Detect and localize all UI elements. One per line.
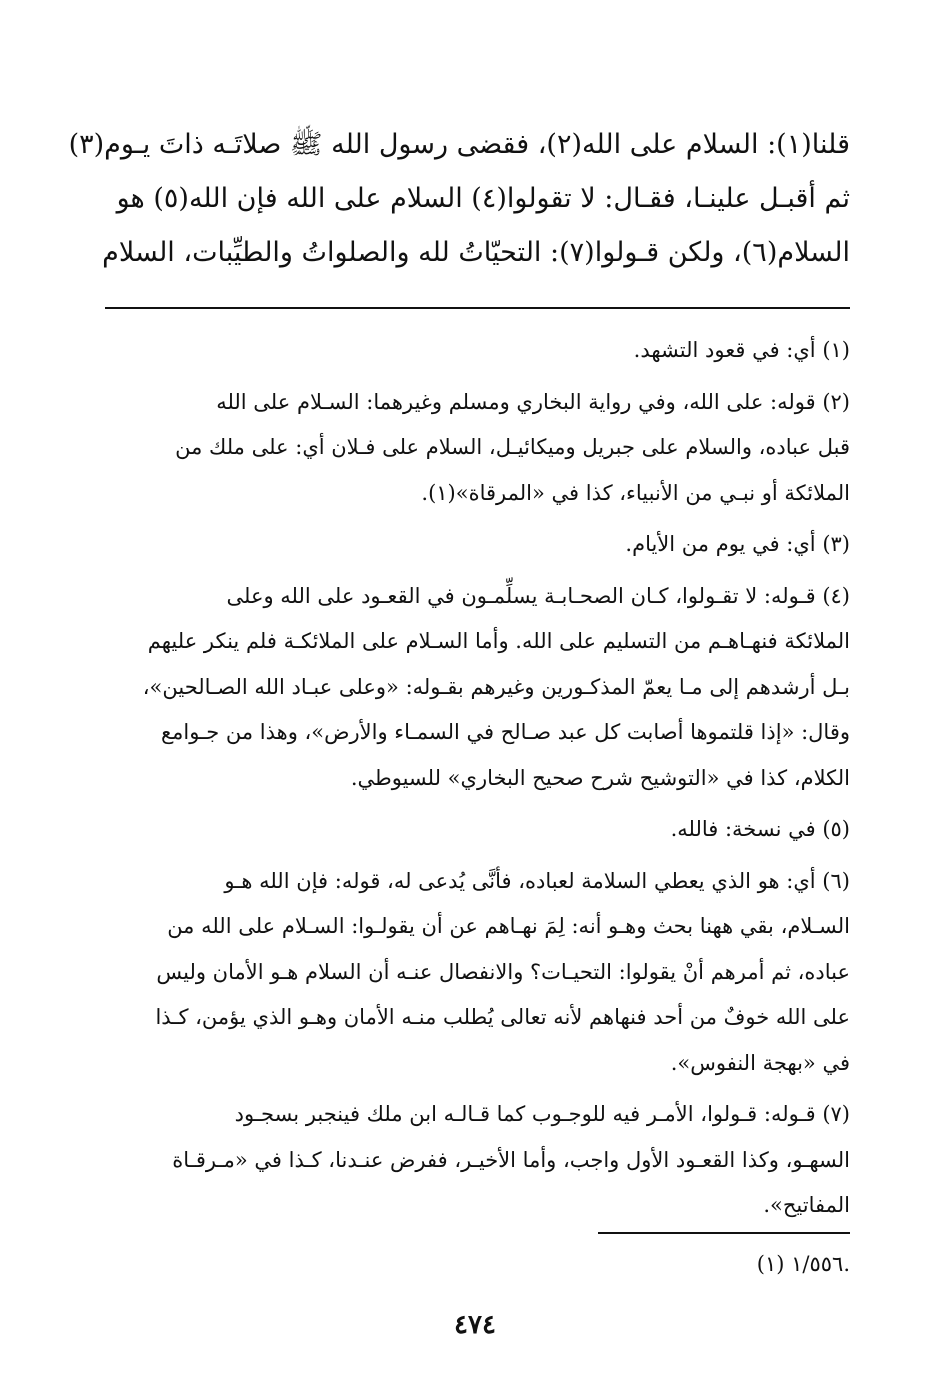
footnote-line: (٦) أي: هو الذي يعطي السلامة لعباده، فأنَّى يُدعى له، قوله: فإن الله هـو — [224, 868, 850, 893]
footnote-line: السـلام، بقي ههنا بحث وهـو أنه: لِمَ نهـاهم عن أن يقولـوا: السـلام على الله من — [167, 914, 850, 938]
footnote-4 — [105, 574, 850, 802]
main-text — [68, 118, 850, 280]
footnote-3 — [105, 522, 850, 568]
footnote-line: قبل عباده، والسلام على جبريل وميكائيـل، السلام على فـلان أي: على ملك من — [175, 435, 850, 459]
main-line: ثم أقبـل علينـا، فقـال: لا تقولوا(٤) السلام على الله فإن الله(٥) هو — [116, 183, 850, 214]
footnote-2 — [105, 380, 850, 517]
footnote-line: الملائكة فنهـاهـم من التسليم على الله. وأما السـلام على الملائكـة فلم ينكر عليهم — [147, 629, 850, 653]
footnote-line: بـل أرشدهم إلى مـا يعمّ المذكـورين وغيرهم بقـوله: «وعلى عبـاد الله الصـالحين»، — [142, 674, 850, 699]
footnote-1 — [105, 328, 850, 374]
sub-footnote: (١) ١/٥٥٦. — [756, 1252, 850, 1276]
footnote-line: على الله خوفٌ من أحد فنهاهم لأنه تعالى يُطلب منـه الأمان وهـو الذي يؤمن، كـذا — [155, 1005, 850, 1029]
footnote-line: (٢) قوله: على الله، وفي رواية البخاري ومسلم وغيرهما: السـلام على الله — [216, 389, 850, 414]
footnotes — [105, 328, 850, 1235]
footnote-line: الكلام، كذا في «التوشيح شرح صحيح البخاري» للسيوطي. — [350, 765, 850, 790]
footnote-separator — [105, 307, 850, 309]
footnote-line: (٥) في نسخة: فالله. — [670, 817, 850, 841]
footnote-line: وقال: «إذا قلتموها أصابت كل عبد صـالح في السمـاء والأرض»، وهذا من جـوامع — [160, 720, 850, 744]
main-line: السلام(٦)، ولكن قـولوا(٧): التحيّاتُ لله والصلواتُ والطيِّبات، السلام — [102, 237, 850, 268]
footnote-line: السهـو، وكذا القعـود الأول واجب، وأما الأخيـر، ففرض عنـدنا، كـذا في «مـرقـاة — [172, 1147, 850, 1172]
footnote-line: الملائكة أو نبـي من الأنبياء، كذا في «المرقاة»(١). — [421, 480, 850, 505]
footnote-6 — [105, 859, 850, 1087]
page-number: ٤٧٤ — [454, 1310, 496, 1340]
footnote-line: (٧) قـوله: قـولوا، الأمـر فيه للوجـوب كما قـالـه ابن ملك فينجبر بسجـود — [234, 1102, 850, 1126]
footnote-5 — [105, 807, 850, 853]
footnote-line: (٤) قـوله: لا تقـولوا، كـان الصحـابـة يسلِّمـون في القعـود على الله وعلى — [226, 583, 850, 608]
footnote-line: في «بهجة النفوس». — [670, 1050, 850, 1075]
subnote-separator — [598, 1232, 850, 1234]
footnote-line: المفاتيح». — [763, 1193, 850, 1217]
footnote-line: (٣) أي: في يوم من الأيام. — [625, 532, 850, 556]
footnote-line: عباده، ثم أمرهم أنْ يقولوا: التحيـات؟ والانفصال عنـه أن السلام هـو الأمان وليس — [156, 959, 850, 984]
footnote-7 — [105, 1092, 850, 1229]
main-line: قلنا(١): السلام على الله(٢)، فقضى رسول الله ﷺ صلاتَـه ذاتَ يـوم(٣) — [68, 129, 850, 160]
footnote-line: (١) أي: في قعود التشهد. — [633, 338, 850, 362]
